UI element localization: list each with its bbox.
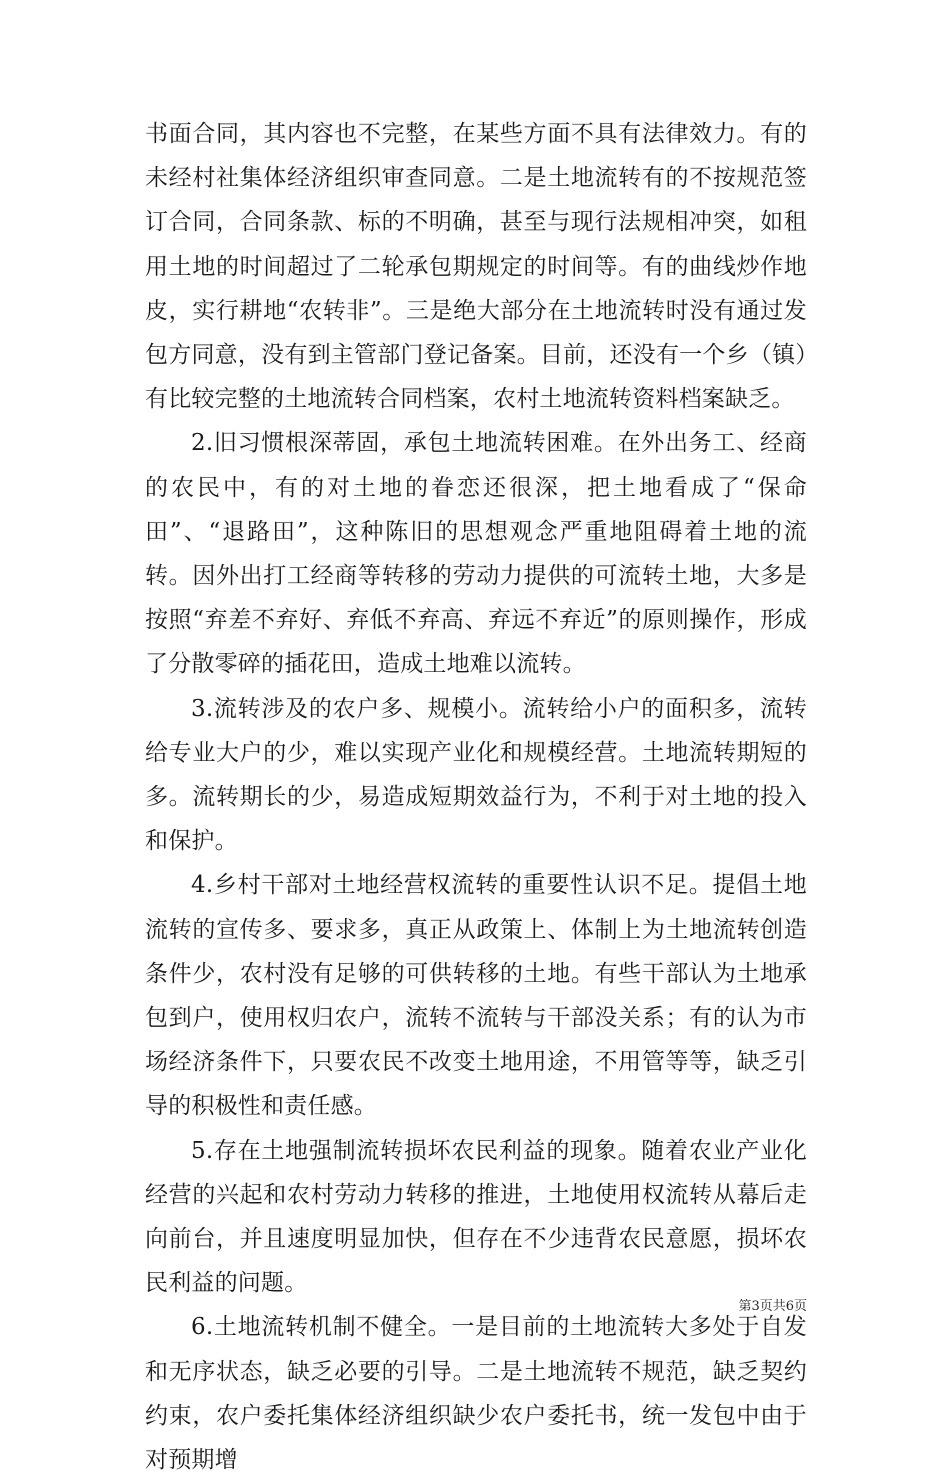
- page-number-footer: 第3页共6页: [738, 1299, 807, 1314]
- paragraph-item-2: 2.旧习惯根深蒂固，承包土地流转困难。在外出务工、经商的农民中，有的对土地的眷恋还很深，把土地看成了“保命田”、“退路田”，这种陈旧的思想观念严重地阻碍着土地的流转。因外出打工经商等转移的劳动力提供的可流转土地，大多是按照“弃差不弃好、弃低不弃高、弃远不弃近”的原则操作，形成了分散零碎的插花田，造成土地难以流转。: [145, 430, 807, 678]
- paragraph-item-4: 4.乡村干部对土地经营权流转的重要性认识不足。提倡土地流转的宣传多、要求多，真正从政策上、体制上为土地流转创造条件少，农村没有足够的可供转移的土地。有些干部认为土地承包到户，使用权归农户，流转不流转与干部没关系；有的认为市场经济条件下，只要农民不改变土地用途，不用管等等，缺乏引导的积极性和责任感。: [145, 872, 807, 1120]
- paragraph-item-6: 6.土地流转机制不健全。一是目前的土地流转大多处于自发和无序状态，缺乏必要的引导。二是土地流转不规范，缺乏契约约束，农户委托集体经济组织缺少农户委托书，统一发包中由于对预期增: [145, 1314, 807, 1474]
- document-body: [145, 112, 807, 1482]
- paragraph-continuation: 书面合同，其内容也不完整，在某些方面不具有法律效力。有的未经村社集体经济组织审查同意。二是土地流转有的不按规范签订合同，合同条款、标的不明确，甚至与现行法规相冲突，如租用土地的时间超过了二轮承包期规定的时间等。有的曲线炒作地皮，实行耕地“农转非”。三是绝大部分在土地流转时没有通过发包方同意，没有到主管部门登记备案。目前，还没有一个乡（镇）有比较完整的土地流转合同档案，农村土地流转资料档案缺乏。: [145, 121, 807, 413]
- paragraph-item-3: 3.流转涉及的农户多、规模小。流转给小户的面积多，流转给专业大户的少，难以实现产业化和规模经营。土地流转期短的多。流转期长的少，易造成短期效益行为，不利于对土地的投入和保护。: [145, 695, 807, 855]
- paragraph-item-5: 5.存在土地强制流转损坏农民利益的现象。随着农业产业化经营的兴起和农村劳动力转移的推进，土地使用权流转从幕后走向前台，并且速度明显加快，但存在不少违背农民意愿，损坏农民利益的问题。: [145, 1137, 807, 1297]
